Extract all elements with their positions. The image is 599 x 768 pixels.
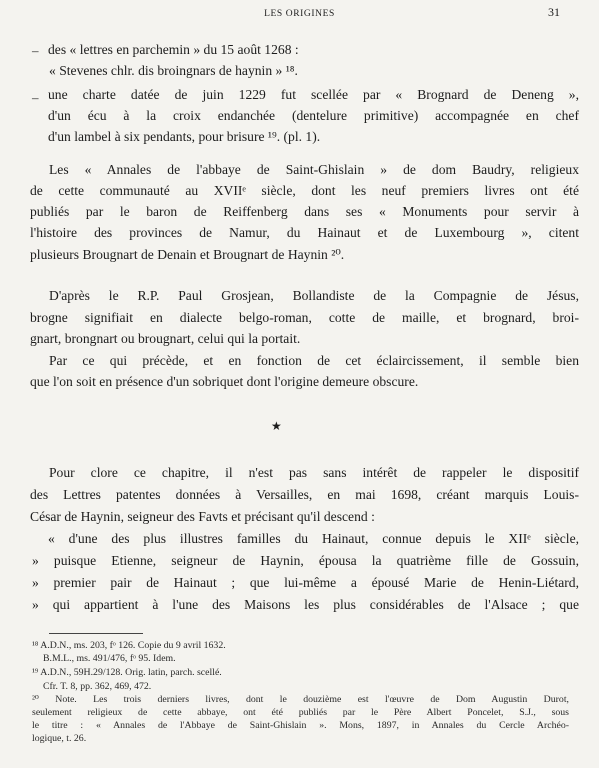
closing-line: César de Haynin, seigneur des Favts et précisant qu'il descend : <box>30 509 375 524</box>
list-item-line: des « lettres en parchemin » du 15 août 1268 : <box>48 42 299 57</box>
list-item-line: d'un lambel à six pendants, pour brisure ¹⁹. (pl. 1). <box>48 129 321 144</box>
list-item-line: « Stevenes chlr. dis broingnars de haynin » ¹⁸. <box>49 63 298 78</box>
paragraph-line: l'histoire des provinces de Namur, du Hainaut et de Luxembourg », citent <box>30 225 579 240</box>
paragraph-line: plusieurs Brougnart de Denain et Brougnart de Haynin ²⁰. <box>30 247 345 262</box>
quote-line: » qui appartient à l'une des Maisons les plus considérables de l'Alsace ; que <box>32 597 579 612</box>
paragraph-line: de cette communauté au XVIIᵉ siècle, dont les neuf premiers livres ont été <box>30 183 579 198</box>
footnote-line: Cfr. T. 8, pp. 362, 469, 472. <box>43 681 152 692</box>
paragraph-line: D'après le R.P. Paul Grosjean, Bollandiste de la Compagnie de Jésus, <box>49 288 579 303</box>
footnote-line: le titre : « Annales de l'Abbaye de Saint-Ghislain ». Mons, 1897, in Annales du Cercle Archéo- <box>32 720 569 731</box>
section-separator-star: ★ <box>271 419 282 433</box>
quote-line: » premier pair de Hainaut ; que lui-même a épousé Marie de Henin-Liétard, <box>32 575 579 590</box>
quote-line: » puisque Etienne, seigneur de Haynin, épousa la quatrième fille de Gossuin, <box>32 553 579 568</box>
closing-line: Pour clore ce chapitre, il n'est pas sans intérêt de rappeler le dispositif <box>49 465 579 480</box>
list-dash: – <box>32 90 39 105</box>
footnote-line: ¹⁸ A.D.N., ms. 203, fᵒ 126. Copie du 9 avril 1632. <box>32 640 226 651</box>
paragraph-line: gnart, brongnart ou brougnart, celui qui la portait. <box>30 331 301 346</box>
footnote-rule <box>49 633 143 634</box>
footnote-line: ¹⁹ A.D.N., 59H.29/128. Orig. latin, parch. scellé. <box>32 667 222 678</box>
quote-line: « d'une des plus illustres familles du Hainaut, connue depuis le XIIᵉ siècle, <box>48 531 579 546</box>
paragraph-line: publiés par le baron de Reiffenberg dans ses « Monuments pour servir à <box>30 204 579 219</box>
list-item-line: d'un écu à la croix endanchée (dentelure primitive) accompagnée en chef <box>48 108 579 123</box>
paragraph-line: Par ce qui précède, et en fonction de cet éclaircissement, il semble bien <box>49 353 579 368</box>
paragraph-line: que l'on soit en présence d'un sobriquet dont l'origine demeure obscure. <box>30 374 419 389</box>
footnote-line: seulement religieux de cette abbaye, ont été publiés par le Père Albert Poncelet, S.J., sous <box>32 707 569 718</box>
list-item-line: une charte datée de juin 1229 fut scellée par « Brognard de Deneng », <box>48 87 579 102</box>
footnote-line: ²⁰ Note. Les trois derniers livres, dont le douzième est l'œuvre de Dom Augustin Durot, <box>32 694 569 705</box>
footnote-line: B.M.L., ms. 491/476, fᵒ 95. Idem. <box>43 653 176 664</box>
list-dash: – <box>32 43 39 58</box>
paragraph-line: brogne signifiait en dialecte belgo-roman, cotte de maille, et brognard, broi- <box>30 310 579 325</box>
running-header: LES ORIGINES <box>264 9 335 19</box>
page-number: 31 <box>548 5 560 19</box>
closing-line: des Lettres patentes données à Versailles, en mai 1698, créant marquis Louis- <box>30 487 579 502</box>
paragraph-line: Les « Annales de l'abbaye de Saint-Ghislain » de dom Baudry, religieux <box>49 162 579 177</box>
footnote-line: logique, t. 26. <box>32 733 87 744</box>
